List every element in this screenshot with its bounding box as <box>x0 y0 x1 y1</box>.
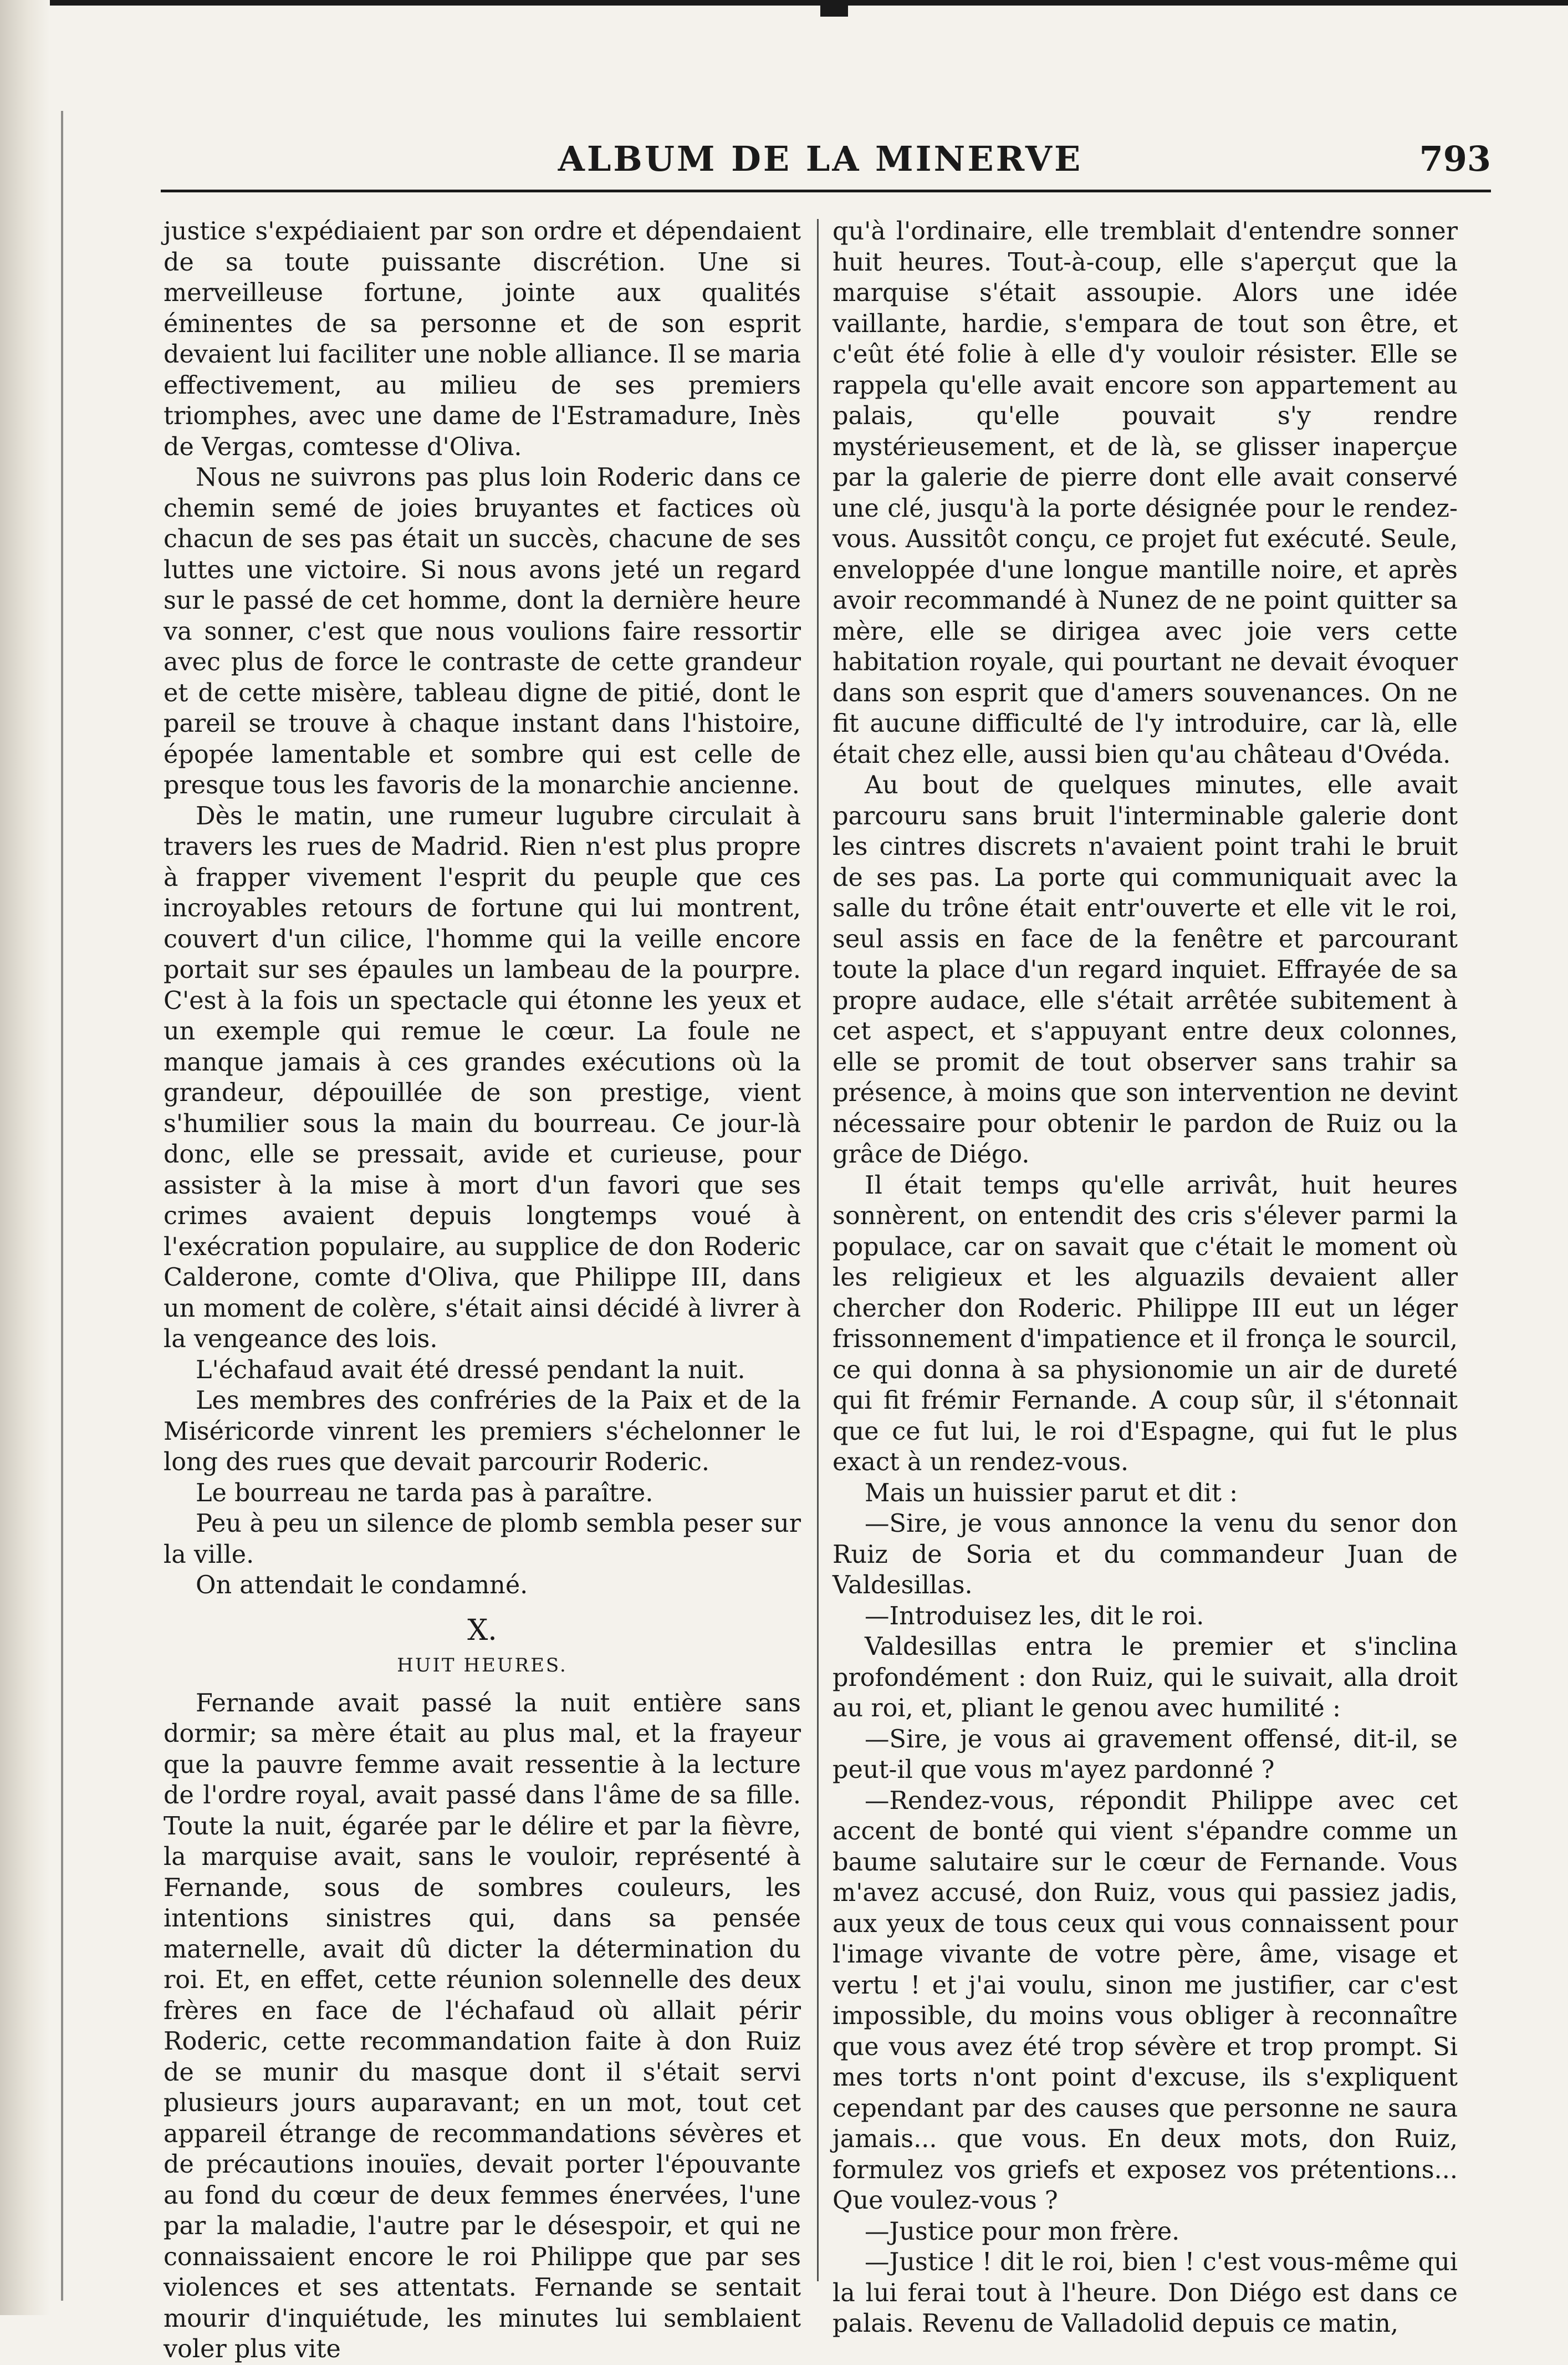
top-border-mark <box>820 0 848 17</box>
paragraph: Il était temps qu'elle arrivât, huit heures sonnèrent, on entendit des cris s'élever parmi la populace, car on savait que c'était le moment où les religieux et les alguazils devaient aller chercher don Roderic. Philippe III eut un léger frissonnement d'impatience et il fronça le sourcil, ce qui donna à sa physionomie un air de dureté qui fit frémir Fernande. A coup sûr, il s'étonnait que ce fut lui, le roi d'Espagne, qui fut le plus exact à un rendez-vous. <box>832 1171 1458 1476</box>
right-column <box>832 216 1458 2338</box>
paragraph: Valdesillas entra le premier et s'inclina profondément : don Ruiz, qui le suivait, alla droit au roi, et, pliant le genou avec humilité : <box>832 1633 1458 1722</box>
binding-line <box>61 111 63 2301</box>
paragraph: Le bourreau ne tarda pas à paraître. <box>196 1479 653 1507</box>
page-edge-shadow <box>0 0 50 2315</box>
dialogue-line: —Justice ! dit le roi, bien ! c'est vous-même qui la lui ferai tout à l'heure. Don Diégo est dans ce palais. Revenu de Valladolid depuis ce matin, <box>832 2248 1458 2338</box>
paragraph: Mais un huissier parut et dit : <box>865 1479 1238 1507</box>
dialogue-line: —Introduisez les, dit le roi. <box>865 1602 1204 1630</box>
paragraph: Peu à peu un silence de plomb sembla peser sur la ville. <box>164 1510 801 1569</box>
paragraph: Nous ne suivrons pas plus loin Roderic dans ce chemin semé de joies bruyantes et factices où chacun de ses pas était un succès, chacune de ses luttes une victoire. Si nous avons jeté un regard sur le passé de cet homme, dont la dernière heure va sonner, c'est que nous voulions faire ressortir avec plus de force le contraste de cette grandeur et de cette misère, tableau digne de pitié, dont le pareil se trouve à chaque instant dans l'histoire, épopée lamentable et sombre qui est celle de presque tous les favoris de la monarchie ancienne. <box>164 463 801 799</box>
left-column <box>164 216 801 2363</box>
paragraph: justice s'expédiaient par son ordre et dépendaient de sa toute puissante discrétion. Une si merveilleuse fortune, jointe aux qualités éminentes de sa personne et de son esprit devaient lui faciliter une noble alliance. Il se maria effectivement, au milieu de ses premiers triomphes, avec une dame de l'Estramadure, Inès de Vergas, comtesse d'Oliva. <box>164 217 801 461</box>
chapter-number: X. <box>467 1613 497 1647</box>
paragraph: Fernande avait passé la nuit entière sans dormir; sa mère était au plus mal, et la frayeur que la pauvre femme avait ressentie à la lecture de l'ordre royal, avait passé dans l'âme de sa fille. Toute la nuit, égarée par le délire et par la fièvre, la marquise avait, sans le vouloir, représenté à Fernande, sous de sombres couleurs, les intentions sinistres qui, dans sa pensée maternelle, avait dû dicter la détermination du roi. Et, en effet, cette réunion solennelle des deux frères en face de l'échafaud où allait périr Roderic, cette recommandation faite à don Ruiz de se munir du masque dont il s'était servi plusieurs jours auparavant; en un mot, tout cet appareil étrange de recommandations sévères et de précautions inouïes, devait porter l'épouvante au fond du cœur de deux femmes énervées, l'une par la maladie, l'autre par le désespoir, et qui ne connaissaient encore le roi Philippe que par ses violences et ses attentats. Fernande se sentait mourir d'inquiétude, les minutes lui semblaient voler plus vite <box>164 1689 801 2363</box>
running-header <box>161 139 1491 200</box>
dialogue-line: —Rendez-vous, répondit Philippe avec cet accent de bonté qui vient s'épandre comme un baume salutaire sur le cœur de Fernande. Vous m'avez accusé, don Ruiz, vous qui passiez jadis, aux yeux de tous ceux qui vous connaissent pour l'image vivante de votre père, âme, visage et vertu ! et j'ai voulu, sinon me justifier, car c'est impossible, du moins vous obliger à reconnaître que vous avez été trop sévère et trop prompt. Si mes torts n'ont point d'excuse, ils s'expliquent cependant par des causes que personne ne saura jamais... que vous. En deux mots, don Ruiz, formulez vos griefs et exposez vos prétentions... Que voulez-vous ? <box>832 1786 1458 2215</box>
publication-title: ALBUM DE LA MINERVE <box>558 139 1083 179</box>
paragraph: Au bout de quelques minutes, elle avait parcouru sans bruit l'interminable galerie dont les cintres discrets n'avaient point trahi le bruit de ses pas. La porte qui communiquait avec la salle du trône était entr'ouverte et elle vit le roi, seul assis en face de la fenêtre et parcourant toute la place d'un regard inquiet. Effrayée de sa propre audace, elle s'était arrêtée subitement à cet aspect, et s'appuyant entre deux colonnes, elle se promit de tout observer sans trahir sa présence, à moins que son intervention ne devint nécessaire pour obtenir le pardon de Ruiz ou la grâce de Diégo. <box>832 771 1458 1169</box>
column-divider <box>817 219 819 2281</box>
paragraph: Les membres des confréries de la Paix et de la Miséricorde vinrent les premiers s'échelonner le long des rues que devait parcourir Roderic. <box>164 1387 801 1476</box>
paragraph: On attendait le condamné. <box>196 1571 528 1599</box>
top-border <box>0 0 1568 6</box>
paragraph: Dès le matin, une rumeur lugubre circulait à travers les rues de Madrid. Rien n'est plus propre à frapper vivement l'esprit du peuple que ces incroyables retours de fortune qui lui montrent, couvert d'un cilice, l'homme qui la veille encore portait sur ses épaules un lambeau de la pourpre. C'est à la fois un spectacle qui étonne les yeux et un exemple qui remue le cœur. La foule ne manque jamais à ces grandes exécutions où la grandeur, dépouillée de son prestige, vient s'humilier sous la main du bourreau. Ce jour-là donc, elle se pressait, avide et curieuse, pour assister à la mise à mort d'un favori que ses crimes avaient depuis longtemps voué à l'exécration populaire, au supplice de don Roderic Calderone, comte d'Oliva, que Philippe III, dans un moment de colère, s'était ainsi décidé à livrer à la vengeance des lois. <box>164 802 801 1353</box>
paragraph: qu'à l'ordinaire, elle tremblait d'entendre sonner huit heures. Tout-à-coup, elle s'aperçut que la marquise s'était assoupie. Alors une idée vaillante, hardie, s'empara de tout son être, et c'eût été folie à elle d'y vouloir résister. Elle se rappela qu'elle avait encore son appartement au palais, qu'elle pouvait s'y rendre mystérieusement, et de là, se glisser inaperçue par la galerie de pierre dont elle avait conservé une clé, jusqu'à la porte désignée pour le rendez-vous. Aussitôt conçu, ce projet fut exécuté. Seule, enveloppée d'une longue mantille noire, et après avoir recommandé à Nunez de ne point quitter sa mère, elle se dirigea avec joie vers cette habitation royale, qui pourtant ne devait évoquer dans son esprit que d'amers souvenances. On ne fit aucune difficulté de l'y introduire, car là, elle était chez elle, aussi bien qu'au château d'Ovéda. <box>832 217 1458 769</box>
dialogue-line: —Justice pour mon frère. <box>865 2217 1180 2246</box>
chapter-title: HUIT HEURES. <box>397 1654 568 1676</box>
header-rule <box>161 190 1491 192</box>
dialogue-line: —Sire, je vous ai gravement offensé, dit-il, se peut-il que vous m'ayez pardonné ? <box>832 1725 1458 1784</box>
dialogue-line: —Sire, je vous annonce la venu du senor don Ruiz de Soria et du commandeur Juan de Valdesillas. <box>832 1510 1458 1599</box>
paragraph: L'échafaud avait été dressé pendant la nuit. <box>196 1355 745 1384</box>
page-number: 793 <box>1419 139 1491 179</box>
